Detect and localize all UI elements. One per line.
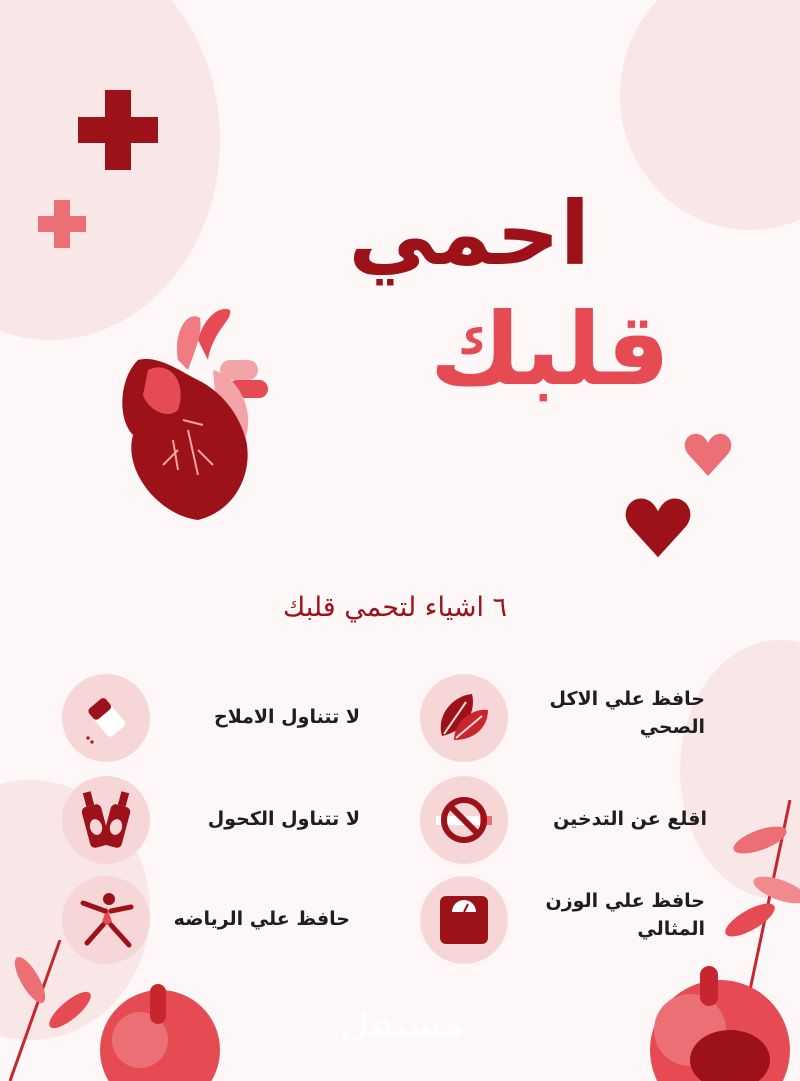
small-medical-cross-icon xyxy=(38,200,86,248)
watermark-logo-text: مستقل xyxy=(340,1005,465,1045)
heart-icon-small xyxy=(684,432,732,478)
watermark xyxy=(340,1005,465,1060)
heart-illustration-bottom-left xyxy=(90,980,230,1081)
tip-no-salt: لا تتناول الاملاح xyxy=(214,706,360,728)
tip-ideal-weight: حافظ علي الوزن المثالي xyxy=(545,890,705,940)
leafy-greens-icon xyxy=(420,674,508,762)
heart-icon-large xyxy=(624,496,692,560)
weight-scale-icon xyxy=(420,876,508,964)
tip-quit-smoking: اقلع عن التدخين xyxy=(553,808,707,830)
beer-bottles-icon xyxy=(62,776,150,864)
subtitle: ٦ اشياء لتحمي قلبك xyxy=(282,592,508,623)
title-line-1: احمي xyxy=(348,182,590,285)
tip-exercise: حافظ علي الرياضه xyxy=(173,908,350,930)
tip-no-alcohol: لا تتناول الكحول xyxy=(207,808,360,830)
medical-cross-icon xyxy=(78,90,158,170)
no-smoking-icon xyxy=(420,776,508,864)
tip-healthy-food: حافظ علي الاكل الصحي xyxy=(549,688,705,738)
bg-blob-top-right xyxy=(620,0,800,230)
salt-shaker-icon xyxy=(62,674,150,762)
title-line-2: قلبك xyxy=(429,291,670,408)
bg-blob-top-left xyxy=(0,0,220,340)
watermark-url: mostaql.com xyxy=(354,1044,446,1060)
anatomical-heart-icon xyxy=(118,300,278,530)
heart-illustration-bottom-right xyxy=(610,960,800,1081)
